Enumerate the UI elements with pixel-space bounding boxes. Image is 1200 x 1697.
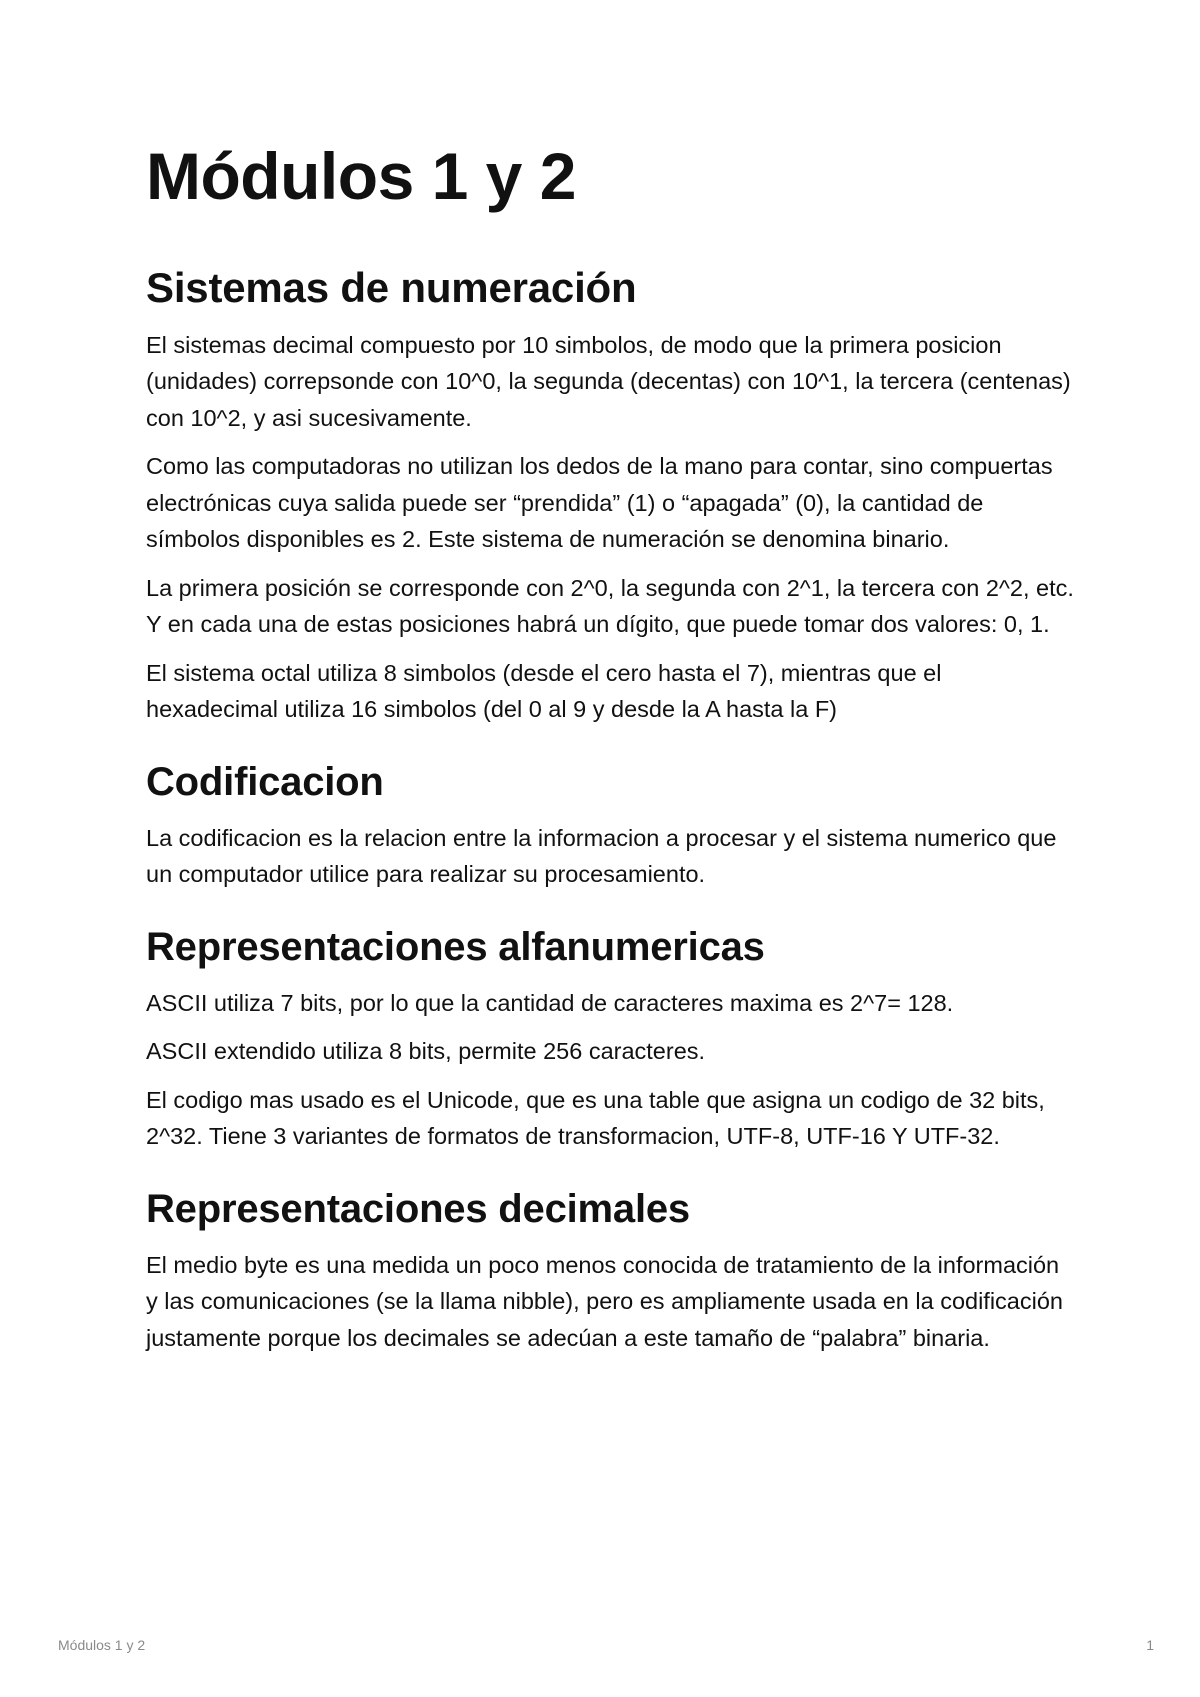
section-heading: Sistemas de numeración xyxy=(146,263,637,311)
section-sistemas-de-numeracion xyxy=(146,263,1076,728)
section-representaciones-alfanumericas xyxy=(146,923,1076,1155)
page-footer xyxy=(58,1637,1154,1657)
page-number: 1 xyxy=(1146,1637,1154,1653)
footer-title: Módulos 1 y 2 xyxy=(58,1637,146,1653)
section-codificacion xyxy=(146,758,1076,893)
paragraph: La codificacion es la relacion entre la informacion a procesar y el sistema numerico que un computador utilice para realizar su procesamiento. xyxy=(146,824,1057,888)
paragraph: El medio byte es una medida un poco menos conocida de tratamiento de la información y las comunicaciones (se la llama nibble), pero es ampliamente usada en la codificación justamente porque los decimales se adecúan a este tamaño de “palabra” binaria. xyxy=(146,1251,1063,1351)
document-page xyxy=(146,140,1076,1386)
paragraph: ASCII extendido utiliza 8 bits, permite 256 caracteres. xyxy=(146,1038,706,1065)
paragraph: Como las computadoras no utilizan los dedos de la mano para contar, sino compuertas electrónicas cuya salida puede ser “prendida” (1) o “apagada” (0), la cantidad de símbolos disponibles es 2. Este sistema de numeración se denomina binario. xyxy=(146,453,1053,553)
section-heading: Codificacion xyxy=(146,759,384,804)
section-heading: Representaciones alfanumericas xyxy=(146,924,765,969)
paragraph: ASCII utiliza 7 bits, por lo que la cantidad de caracteres maxima es 2^7= 128. xyxy=(146,989,954,1016)
paragraph: La primera posición se corresponde con 2^0, la segunda con 2^1, la tercera con 2^2, etc. Y en cada una de estas posiciones habrá un dígito, que puede tomar dos valores: 0, 1. xyxy=(146,574,1074,638)
section-heading: Representaciones decimales xyxy=(146,1186,690,1231)
paragraph: El sistema octal utiliza 8 simbolos (desde el cero hasta el 7), mientras que el hexadecimal utiliza 16 simbolos (del 0 al 9 y desde la A hasta la F) xyxy=(146,659,942,723)
document-title: Módulos 1 y 2 xyxy=(146,139,576,213)
paragraph: El codigo mas usado es el Unicode, que es una table que asigna un codigo de 32 bits, 2^32. Tiene 3 variantes de formatos de transformacion, UTF-8, UTF-16 Y UTF-32. xyxy=(146,1086,1045,1150)
section-representaciones-decimales xyxy=(146,1185,1076,1357)
paragraph: El sistemas decimal compuesto por 10 simbolos, de modo que la primera posicion (unidades) correpsonde con 10^0, la segunda (decentas) con 10^1, la tercera (centenas) con 10^2, y asi sucesivamente. xyxy=(146,331,1071,431)
